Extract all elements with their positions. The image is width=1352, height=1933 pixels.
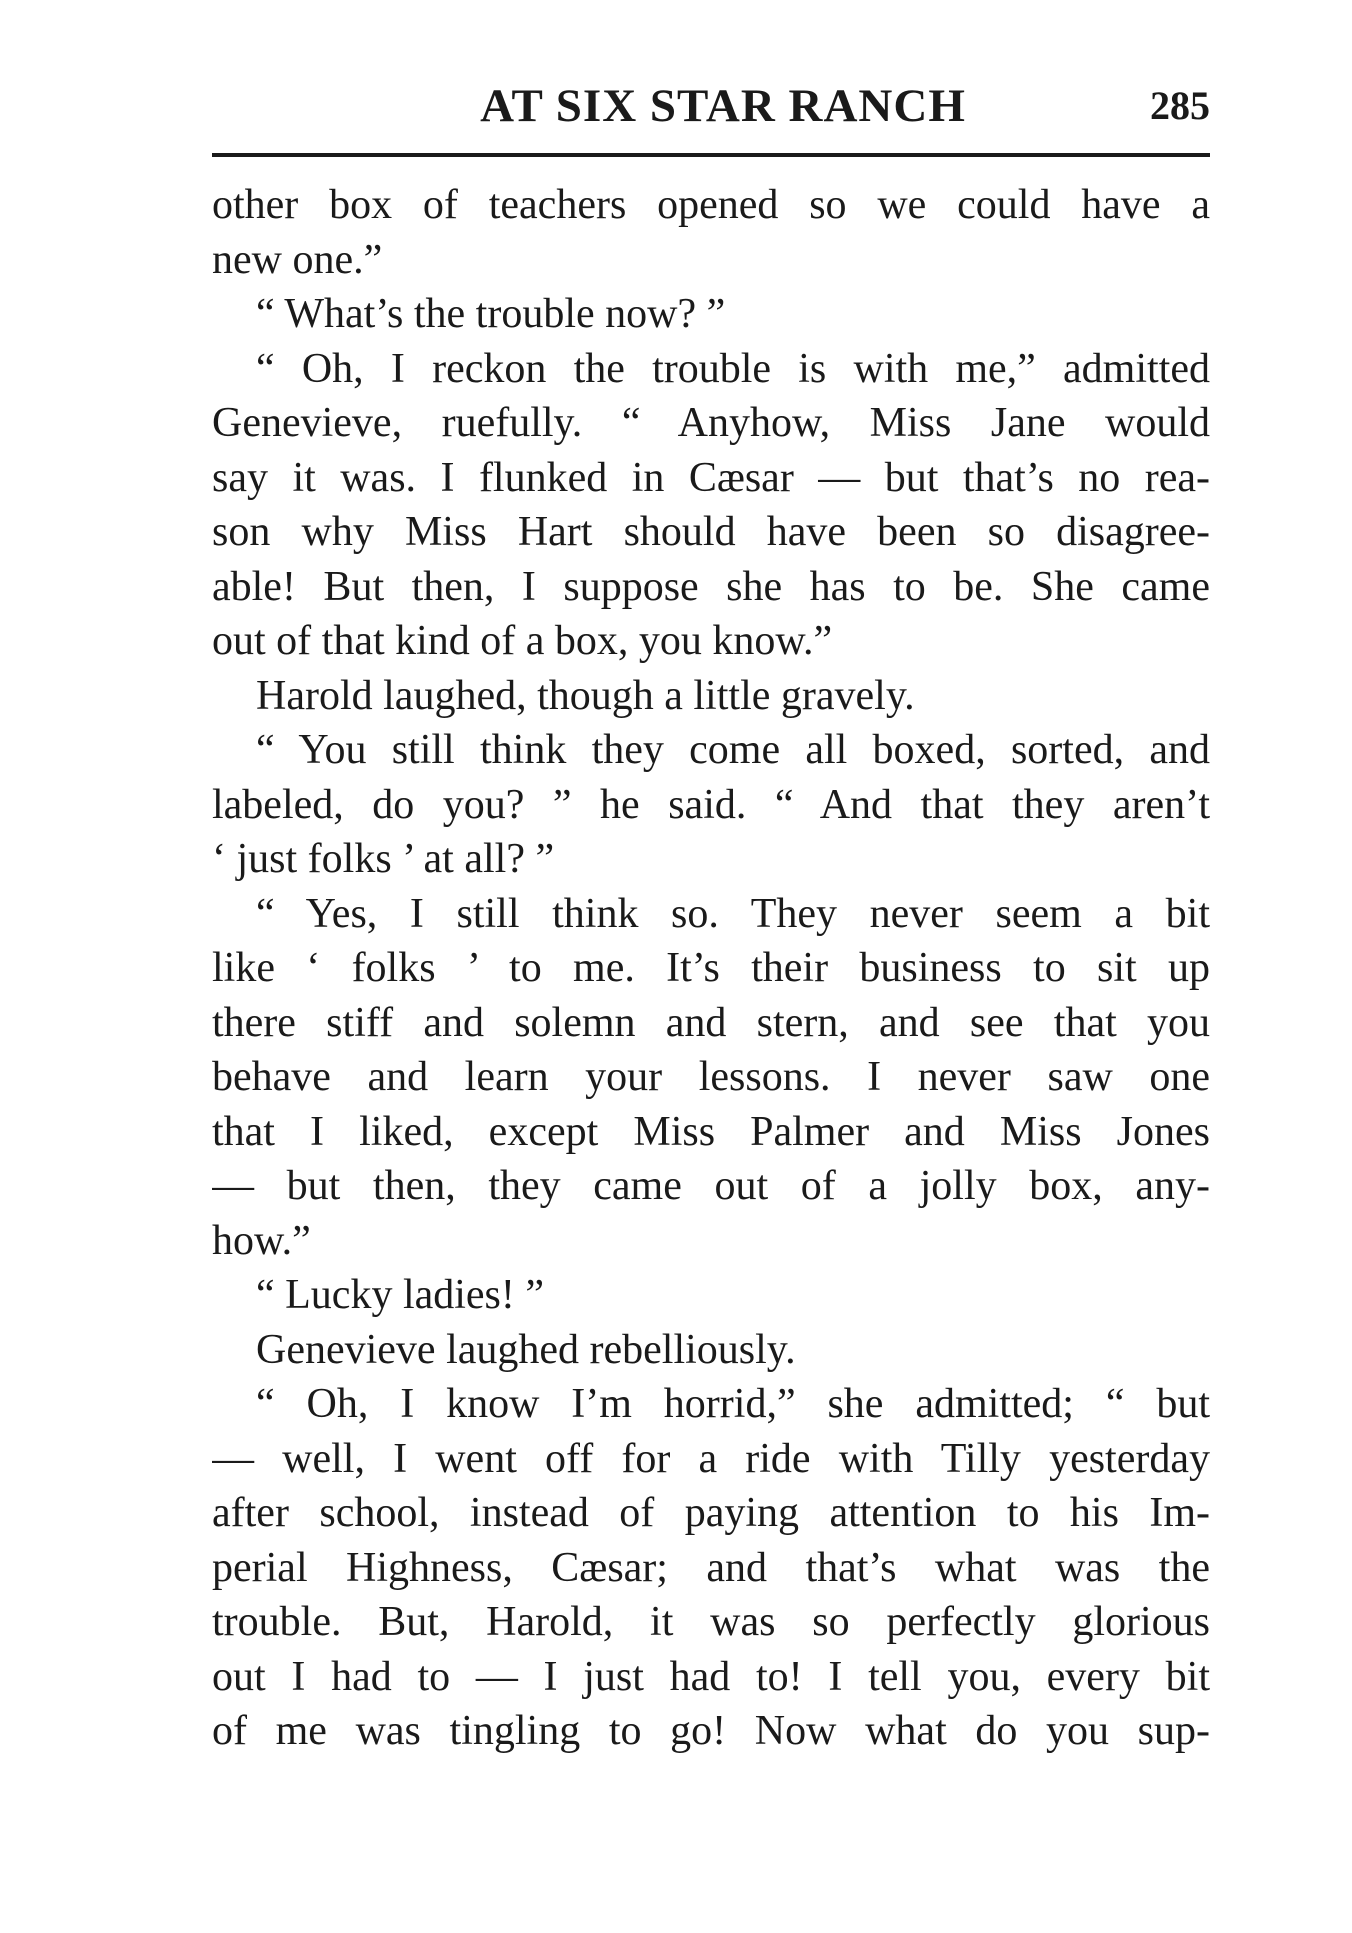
text-line: “ Oh, I reckon the trouble is with me,” admitted: [256, 345, 1210, 392]
header-rule: [212, 153, 1210, 157]
text-line: “ What’s the trouble now? ”: [256, 291, 726, 337]
text-line: that I liked, except Miss Palmer and Miss Jones: [212, 1108, 1210, 1155]
text-line: after school, instead of paying attention to his Im-: [212, 1490, 1210, 1536]
running-head: [212, 76, 1210, 136]
text-line: son why Miss Hart should have been so disagree-: [212, 509, 1210, 555]
text-line: out I had to — I just had to! I tell you, every bit: [212, 1653, 1210, 1700]
text-line: Genevieve laughed rebelliously.: [256, 1326, 796, 1373]
text-line: trouble. But, Harold, it was so perfectly glorious: [212, 1599, 1210, 1645]
text-line: how.”: [212, 1217, 311, 1264]
text-line: — but then, they came out of a jolly box, any-: [212, 1163, 1210, 1209]
text-line: perial Highness, Cæsar; and that’s what was the: [212, 1544, 1210, 1591]
page-number: 285: [1150, 83, 1210, 128]
body-text: [212, 178, 1210, 1759]
text-line: like ‘ folks ’ to me. It’s their business to sit up: [212, 945, 1210, 991]
text-line: out of that kind of a box, you know.”: [212, 618, 833, 664]
text-line: labeled, do you? ” he said. “ And that they aren’t: [212, 781, 1210, 828]
text-line: “ You still think they come all boxed, sorted, and: [256, 727, 1210, 773]
text-line: Harold laughed, though a little gravely.: [256, 672, 915, 719]
text-line: able! But then, I suppose she has to be. She came: [212, 563, 1210, 610]
text-line: ‘ just folks ’ at all? ”: [212, 836, 555, 882]
text-line: behave and learn your lessons. I never saw one: [212, 1054, 1210, 1100]
running-title: AT SIX STAR RANCH: [480, 80, 966, 132]
text-line: — well, I went off for a ride with Tilly yesterday: [212, 1435, 1210, 1482]
text-line: new one.”: [212, 236, 383, 283]
text-line: of me was tingling to go! Now what do you sup-: [212, 1708, 1210, 1754]
text-line: other box of teachers opened so we could have a: [212, 182, 1210, 228]
text-line: “ Lucky ladies! ”: [256, 1272, 545, 1318]
text-line: Genevieve, ruefully. “ Anyhow, Miss Jane would: [212, 400, 1210, 446]
text-line: “ Oh, I know I’m horrid,” she admitted; “ but: [256, 1381, 1210, 1427]
text-line: there stiff and solemn and stern, and see that you: [212, 999, 1210, 1046]
text-line: say it was. I flunked in Cæsar — but that’s no rea-: [212, 454, 1210, 501]
text-line: “ Yes, I still think so. They never seem a bit: [256, 890, 1210, 937]
